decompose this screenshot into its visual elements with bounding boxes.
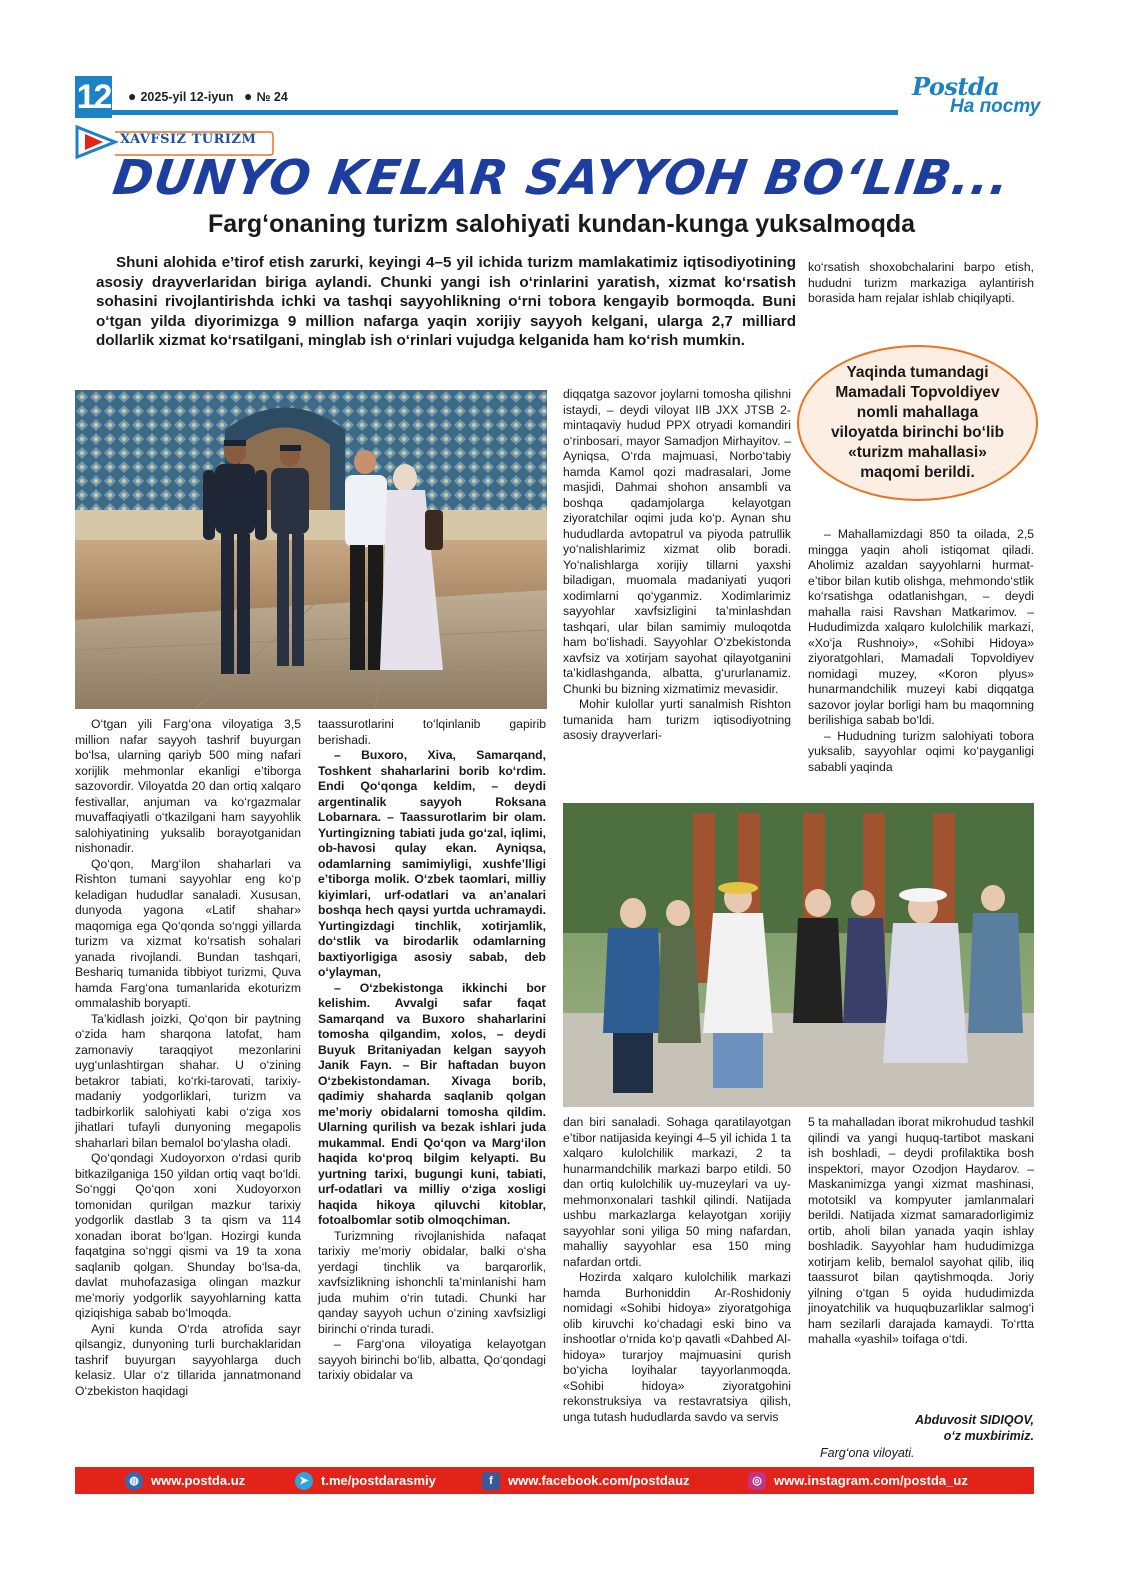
issue-date: 2025-yil 12-iyun — [140, 90, 234, 104]
col3-paragraph: dan biri sanaladi. Sohaga qaratilayotgan e’tibor natijasida keyingi 4–5 yil ichida 1 ta xalqaro kulolchilik markazi, 2 ta hunarmandchilik markazi barpo etildi. 50 dan ortiq kulolchilik uy-muzeylari va uy-mehmonxonalari tashkil qilindi. Natijada ushbu markazlarga kelayotgan xorijiy sayyohlar soni yiliga 50 ming nafardan, mahalliy sayyohlar esa 150 ming nafardan ortdi. — [563, 1115, 791, 1269]
col2-intro: taassurotlarini to‘lqinlanib gapirib berishadi. — [318, 717, 546, 747]
col1-paragraph: Qo‘qon, Marg‘ilon shaharlari va Rishton tumani sayyohlar eng ko‘p keladigan hududlar sanaladi. Xususan, dunyoda yagona «Latif shahar» maqomiga ega Qo‘qonda so‘nggi yillarda turizm va xizmat ko‘rsatish sohalari yanada rivojlandi. Bundan tashqari, Beshariq tumanida tibbiyot turizmi, Quva hamda Farg‘ona tumanlarida ekoturizm ommalashib boryapti. — [75, 856, 301, 1010]
footer-telegram-link[interactable] — [295, 1467, 436, 1494]
pull-quote — [797, 345, 1038, 501]
instagram-icon: ◎ — [748, 1472, 766, 1490]
col4-paragraph: – Mahallamizdagi 850 ta oilada, 2,5 mingga yaqin aholi istiqomat qiladi. Aholimiz azaldan sayyohlarni hurmat-e’tibor bilan kutib olishga, mehmondo‘stlik ko‘rsatishga odatlanishgan, – deydi mahalla raisi Ravshan Matkarimov. – Hududimizda xalqaro kulolchilik markazi, «Xo‘ja Rushnoiy», «Sohibi Hidoya» ziyoratgohlari, Mamadali Topvoldiyev nomidagi muzey, «Koron plyus» hunarmandchilik muzeyi kabi diqqatga sazovor joylar borligi ham bu maqomning berilishiga sabab bo‘ldi. — [808, 527, 1034, 727]
column-3-bottom — [563, 1115, 791, 1425]
photo-tourists-group — [563, 803, 1034, 1107]
col4-top-paragraph: ko‘rsatish shoxobchalarini barpo etish, hududni turizm markaziga aylantirish borasida ham rejalar ishlab chiqilyapti. — [808, 260, 1034, 305]
column-1 — [75, 717, 301, 1399]
issue-number: № 24 — [256, 90, 288, 104]
footer-telegram-text: t.me/postdarasmiy — [321, 1473, 436, 1488]
col3-paragraph: Hozirda xalqaro kulolchilik markazi hamda Burhoniddin Ar-Roshidoniy nomidagi «Sohibi hidoya» ziyoratgohiga olib kiruvchi ko‘chadagi eski bino va inshootlar o‘rnida ko‘p qavatli «Dahbed Al-hidoya» turarjoy majmuasini qurish bo‘yicha loyihalar tayyorlanmoqda. «Sohibi hidoya» ziyoratgohini rekonstruksiya va restavratsiya qilish, unga tutash hududlarda savdo va servis — [563, 1270, 791, 1424]
column-2 — [318, 717, 546, 1384]
column-4-bottom — [808, 1115, 1034, 1348]
col3-paragraph: Mohir kulollar yurti sanalmish Rishton tumanida ham turizm iqtisodiyotning asosiy drayverlari- — [563, 697, 791, 742]
quote-argentina-text: – Buxoro, Xiva, Samarqand, Toshkent shaharlarini borib ko‘rdim. Endi Qo‘qonga keldim, – deydi argentinalik sayyoh Roksana Lobarnara. – Taassurotlarim bir olam. Yurtingizning tabiati juda go‘zal, iqlimi, ob-havosi qulay ekan. Ayniqsa, odamlarning samimiyligi, xushfe’lligi e’tiborga molik. O‘zbek taomlari, milliy kiyimlari, urf-odatlari va an’analari boshqa hech qaysi yurtda uchramaydi. Yurtingizdagi tinchlik, xotirjamlik, do‘stlik va birodarlik odamlarning baxtiyorligiga asosiy sabab, deb o‘ylayman, — [318, 748, 546, 979]
col4-paragraph: 5 ta mahalladan iborat mikrohudud tashkil qilindi va yangi huquq-tartibot maskani ish boshladi, – deydi profilaktika bosh inspektori, mayor Ozodjon Haydarov. – Maskanimizga yangi xizmat mashinasi, mototsikl va kompyuter jamlanmalari berildi. Natijada xizmat samaradorligimiz ortib, aholi bilan yanada yaqin ishlay boshladik. Sayyohlar ham hududimizga xotirjam kelib, bemalol sayohat qilib, iliq taassurot bilan qaytishmoqda. Joriy yilning o‘tgan 5 oyida hududimizda jinoyatchilik va huquqbuzarliklar salmog‘i ham sezilarli darajada kamaydi. To‘rtta mahalla «yashil» toifaga o‘tdi. — [808, 1115, 1034, 1346]
footer-instagram-link[interactable] — [748, 1467, 968, 1494]
author-name: Abduvosit SIDIQOV, — [914, 1413, 1034, 1427]
author-role: o‘z muxbirimiz. — [943, 1429, 1034, 1443]
col3-paragraph: diqqatga sazovor joylarni tomosha qilishni istaydi, – deydi viloyat IIB JXX JTSB 2-mintaqaviy hudud PPX otryadi komandiri o‘rinbosari, mayor Samadjon Mirhayitov. – Ayniqsa, O‘rda majmuasi, Norbo‘tabiy hamda Kamol qozi madrasalari, Jome masjidi, Dahmai shohon ansambli va boshqa qadamjolarga kelayotgan ziyoratchilar oqimi juda ko‘p. Aynan shu hududlarda avtopatrul va piyoda patrullik yo‘nalishlarimiz xizmat olib boradi. Yo‘nalishlarga xorijiy tillarni yaxshi biladigan, muomala madaniyati yuqori xodimlarni qo‘yganmiz. Xodimlarimiz sayyohlar xavfsizligini ta’minlashdan tashqari, ular bilan samimiy muloqotda ham bo‘lishadi. Sayyohlar O‘zbekistonda xavfsiz va xotirjam sayohat qilayotganini ta’kidlashganda, albatta, g‘ururlanamiz. Chunki bu bizning xizmatimiz mevasidir. — [563, 387, 791, 696]
page-number: 12 — [75, 76, 112, 118]
photo-police-with-tourists — [75, 390, 547, 709]
issue-date-line — [128, 88, 288, 104]
facebook-icon: f — [482, 1472, 500, 1490]
telegram-icon: ➤ — [295, 1472, 313, 1490]
lead-paragraph: Shuni alohida e’tirof etish zarurki, keyingi 4–5 yil ichida turizm mamlakatimiz iqtisodiyotining asosiy drayverlaridan biriga aylandi. Chunki yangi ish o‘rinlarini yaratish, xizmat ko‘rsatish sohasini rivojlantirishda ichki va tashqi sayyohlikning o‘rni tobora kengayib bormoqda. Buni o‘tgan yilda diyorimizga 9 million nafarga yaqin xorijiy sayyoh kelgani, ularga 2,7 milliard dollarlik xizmat ko‘rsatilgani, minglab ish o‘rinlari vujudga kelganida ham ko‘rish mumkin. — [96, 254, 796, 350]
author-place: Farg‘ona viloyati. — [820, 1446, 915, 1460]
quote-britain — [318, 981, 546, 1229]
col4-top-text — [808, 260, 1034, 307]
col1-paragraph: Ayni kunda O‘rda atrofida sayr qilsangiz, dunyoning turli burchaklaridan tashrif buyurgan sayyohlarga duch kelasiz. Ular o‘z tillarida jannatmonand O‘zbekiston haqidagi — [75, 1321, 301, 1398]
quote-argentina — [318, 748, 546, 981]
logo-postda: Postda — [912, 72, 1000, 101]
footer-website-link[interactable] — [125, 1467, 245, 1494]
col4-paragraph: – Hududning turizm salohiyati tobora yuksalib, sayyohlar oqimi ko‘payganligi sababli yaqinda — [808, 728, 1034, 774]
footer-website-text: www.postda.uz — [151, 1473, 246, 1488]
col2-paragraph: – Farg‘ona viloyatiga kelayotgan sayyoh birinchi bo‘lib, albatta, Qo‘qondagi tarixiy obidalar va — [318, 1337, 546, 1382]
bullet-icon: ● — [244, 88, 253, 104]
subtitle: Farg‘onaning turizm salohiyati kundan-kunga yuksalmoqda — [207, 210, 916, 238]
footer-facebook-link[interactable] — [482, 1467, 690, 1494]
col1-paragraph: O‘tgan yili Farg‘ona viloyatiga 3,5 million nafar sayyoh tashrif buyurgan bo‘lsa, ularning qariyb 500 ming nafari xorijlik mehmonlar ekanligi e’tiborga sazovordir. Viloyatda 20 dan ortiq xalqaro festivallar, anjuman va ko‘rgazmalar muvaffaqiyatli o‘tkazilgani ham sayyohlik salohiyatining yuksalib borayotganidan nishonadir. — [75, 717, 301, 855]
globe-icon: ◍ — [125, 1472, 143, 1490]
pull-quote-text: Yaqinda tumandagi Mamadali Topvoldiyev nomli mahallaga viloyatda birinchi bo‘lib «turizm mahallasi» maqomi berildi. — [830, 364, 1005, 481]
footer-bar — [75, 1467, 1034, 1494]
quote-britain-text: – O‘zbekistonga ikkinchi bor kelishim. Avvalgi safar faqat Samarqand va Buxoro shaharlarini tomosha qilgandim, xolos, – deydi Buyuk Britaniyadan kelgan sayyoh Janik Fayn. – Bir haftadan buyon O‘zbekistondaman. Xivaga borib, qadimiy shaharda saqlanib qolgan me’moriy obidalarni tomosha qildim. Ularning qurilish va bezak ishlari juda mukammal. Endi Qo‘qon va Marg‘ilon haqida ko‘proq bilgim kelyapti. Bu yurtning tarixi, bugungi kuni, tabiati, urf-odatlari va milliy o‘ziga xosligi haqida hikoya qiluvchi kitoblar, fotoalbomlar sotib olmoqchiman. — [318, 980, 546, 1227]
logo-na-postu: На посту — [950, 96, 1041, 117]
footer-facebook-text: www.facebook.com/postdauz — [508, 1473, 690, 1488]
header-rule — [112, 110, 898, 115]
col2-paragraph: Turizmning rivojlanishida nafaqat tarixiy me’moriy obidalar, balki o‘sha yerdagi tinchlik va barqarorlik, xavfsizlikning ishonchli ta’minlanishi ham juda muhim o‘rin tutadi. Chunki har qanday sayyoh uchun o‘zining xavfsizligi birinchi o‘rinda turadi. — [318, 1228, 546, 1336]
bullet-icon: ● — [128, 88, 137, 104]
rubric-label: XAVFSIZ TURIZM — [120, 132, 257, 147]
column-4-middle — [808, 527, 1034, 775]
footer-instagram-text: www.instagram.com/postda_uz — [774, 1473, 968, 1488]
column-3-top — [563, 387, 791, 744]
headline: DUNYO KELAR SAYYOH BO‘LIB... — [109, 150, 1014, 206]
col1-paragraph: Qo‘qondagi Xudoyorxon o‘rdasi qurib bitkazilganiga 150 yildan ortiq vaqt bo‘ldi. So‘nggi Qo‘qon xoni Xudoyorxon tomonidan qurilgan mazkur tarixiy yodgorlik dastlab 3 ta qism va 114 xonadan iborat bo‘lgan. Hozirgi kunda faqatgina so‘nggi qismi va 19 ta xona saqlanib qolgan. Shunday bo‘lsa-da, davlat muhofazasiga olingan mazkur me’moriy yodgorlik sayyohlarning katta qiziqishiga sabab bo‘lmoqda. — [75, 1151, 301, 1320]
col1-paragraph: Ta’kidlash joizki, Qo‘qon bir paytning o‘zida ham sharqona latofat, ham zamonaviy taraqqiyot mezonlarini uyg‘unlashtirgan shahar. U o‘zining betakror tabiati, ko‘rki-tarovati, tarixiy-madaniy yodgorliklari, turizm va tadbirkorlik salohiyati kabi o‘ziga xos jihatlari tufayli dunyoning megapolis shaharlari bilan bemalol bo‘ylasha oladi. — [75, 1011, 301, 1150]
